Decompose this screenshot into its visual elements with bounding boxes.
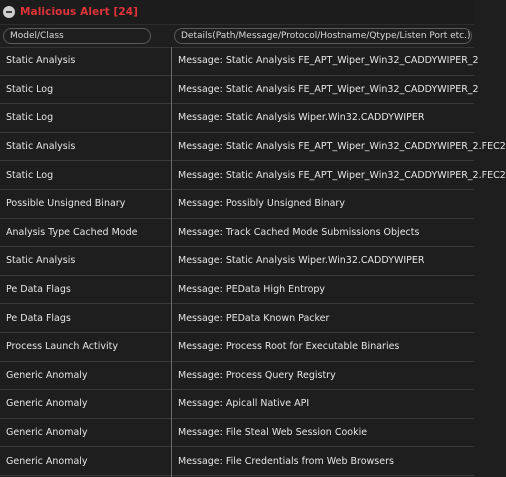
model-class-cell: Static Analysis bbox=[6, 141, 76, 153]
model-class-cell: Pe Data Flags bbox=[6, 312, 71, 324]
table-row[interactable] bbox=[0, 304, 474, 333]
model-class-cell: Process Launch Activity bbox=[6, 341, 119, 353]
table-row[interactable] bbox=[0, 247, 474, 276]
details-cell: Message: Process Query Registry bbox=[178, 369, 336, 381]
details-cell: Message: File Credentials from Web Browsers bbox=[178, 455, 394, 467]
table-row[interactable] bbox=[0, 333, 474, 362]
model-class-cell: Generic Anomaly bbox=[6, 369, 88, 381]
model-class-cell: Generic Anomaly bbox=[6, 398, 88, 410]
table-row[interactable] bbox=[0, 362, 474, 391]
model-class-cell: Pe Data Flags bbox=[6, 284, 71, 296]
table-row[interactable] bbox=[0, 390, 474, 419]
details-column-header[interactable]: Details(Path/Message/Protocol/Hostname/Qtype/Listen Port etc.) bbox=[174, 28, 472, 44]
details-cell: Message: Apicall Native API bbox=[178, 398, 310, 410]
table-row[interactable] bbox=[0, 104, 474, 133]
table-row[interactable] bbox=[0, 161, 506, 190]
panel-title: Malicious Alert [24] bbox=[20, 6, 139, 18]
minus-circle-icon[interactable] bbox=[3, 6, 15, 18]
table-row[interactable] bbox=[0, 190, 474, 219]
table-row[interactable] bbox=[0, 447, 474, 476]
table-row[interactable] bbox=[0, 276, 474, 305]
details-cell: Message: Static Analysis FE_APT_Wiper_Win32_CADDYWIPER_2.FEC2 bbox=[178, 141, 506, 153]
details-cell: Message: File Steal Web Session Cookie bbox=[178, 427, 368, 439]
model-class-cell: Generic Anomaly bbox=[6, 427, 88, 439]
table-row[interactable] bbox=[0, 76, 479, 105]
details-cell: Message: Static Analysis FE_APT_Wiper_Win32_CADDYWIPER_2 bbox=[178, 83, 479, 95]
model-class-cell: Static Log bbox=[6, 83, 54, 95]
details-cell: Message: Static Analysis Wiper.Win32.CADDYWIPER bbox=[178, 255, 425, 267]
model-class-cell: Possible Unsigned Binary bbox=[6, 198, 126, 210]
table-row[interactable] bbox=[0, 47, 479, 76]
model-class-cell: Static Log bbox=[6, 169, 54, 181]
model-class-cell: Analysis Type Cached Mode bbox=[6, 226, 138, 238]
details-cell: Message: Static Analysis FE_APT_Wiper_Win32_CADDYWIPER_2.FEC2 bbox=[178, 169, 506, 181]
details-cell: Message: Process Root for Executable Binaries bbox=[178, 341, 400, 353]
model-class-cell: Static Analysis bbox=[6, 55, 76, 67]
model-class-cell: Static Analysis bbox=[6, 255, 76, 267]
details-cell: Message: Static Analysis FE_APT_Wiper_Win32_CADDYWIPER_2 bbox=[178, 55, 479, 67]
details-cell: Message: PEData High Entropy bbox=[178, 284, 326, 296]
details-cell: Message: Possibly Unsigned Binary bbox=[178, 198, 345, 210]
alert-table-body bbox=[0, 47, 506, 476]
model-class-cell: Static Log bbox=[6, 112, 54, 124]
column-divider[interactable] bbox=[171, 47, 172, 477]
details-cell: Message: Track Cached Mode Submissions Objects bbox=[178, 226, 420, 238]
model-class-cell: Generic Anomaly bbox=[6, 455, 88, 467]
details-cell: Message: Static Analysis Wiper.Win32.CADDYWIPER bbox=[178, 112, 425, 124]
table-row[interactable] bbox=[0, 133, 506, 162]
panel-header bbox=[0, 0, 474, 25]
table-row[interactable] bbox=[0, 419, 474, 448]
details-cell: Message: PEData Known Packer bbox=[178, 312, 330, 324]
table-row[interactable] bbox=[0, 219, 474, 248]
table-header bbox=[0, 25, 474, 48]
model-class-column-header[interactable]: Model/Class bbox=[3, 28, 151, 44]
